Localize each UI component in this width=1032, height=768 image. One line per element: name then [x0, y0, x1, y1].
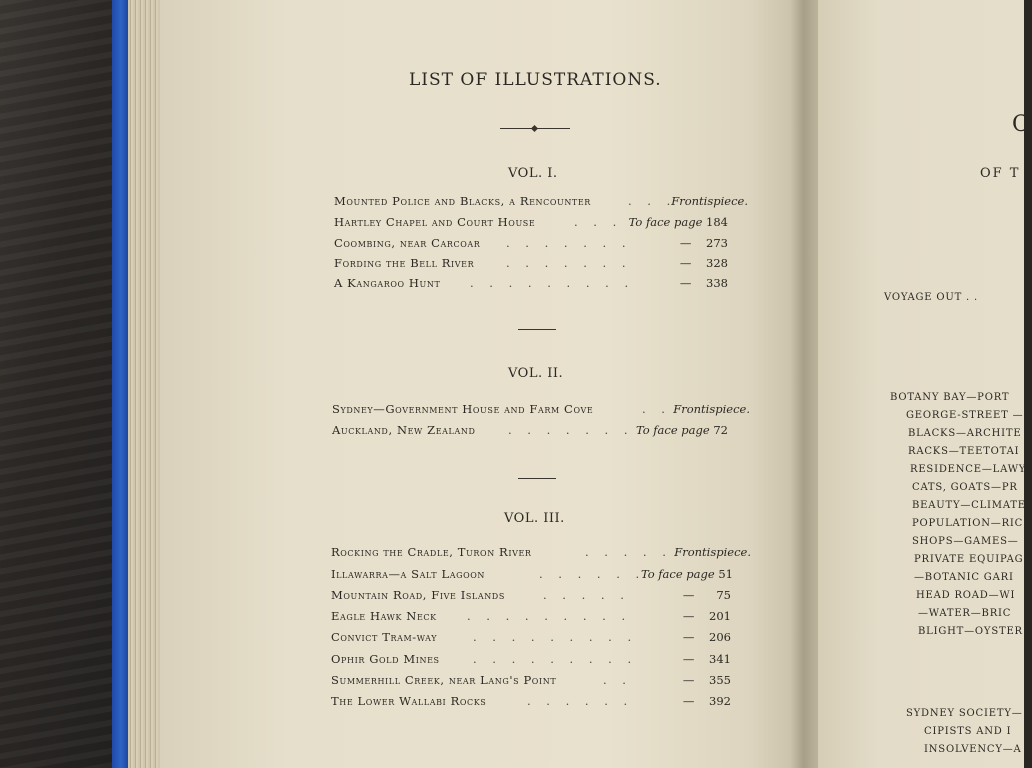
entry-ref: — [682, 609, 695, 623]
contents-line: BLIGHT—OYSTER [918, 626, 1023, 637]
contents-line: SYDNEY SOCIETY— [906, 708, 1023, 719]
contents-line: PRIVATE EQUIPAGE [914, 554, 1032, 565]
leader-dots: . . . . . . . . . [467, 609, 632, 623]
entry-ref: — [682, 630, 695, 644]
contents-line: SHOPS—GAMES— [912, 536, 1019, 547]
contents-line: BEAUTY—CLIMATE [912, 500, 1026, 511]
entry-title: Auckland, New Zealand [332, 423, 476, 437]
list-item [334, 256, 754, 274]
entry-page: 184 [706, 215, 728, 229]
leader-dots: . . . . . [585, 545, 672, 559]
entry-page: 75 [716, 588, 731, 602]
entry-title: Coombing, near Carcoar [334, 236, 481, 250]
list-item [331, 694, 751, 712]
entry-ref: To face page [635, 423, 710, 437]
entry-page: 392 [709, 694, 731, 708]
list-item [331, 673, 751, 691]
page-title: LIST OF ILLUSTRATIONS. [409, 70, 662, 90]
contents-line: RACKS—TEETOTAI [908, 446, 1020, 457]
contents-subheading: OF T [980, 166, 1021, 181]
table-surface [0, 0, 130, 768]
book-gutter [790, 0, 820, 768]
leader-dots: . . . . . . [527, 694, 634, 708]
entry-ref: — [679, 276, 692, 290]
list-item [331, 545, 751, 563]
list-item [331, 652, 751, 670]
entry-title: Mounted Police and Blacks, a Rencounter [334, 194, 591, 208]
contents-line: GEORGE-STREET — [906, 410, 1024, 421]
contents-line: RESIDENCE—LAWY [910, 464, 1027, 475]
contents-line: CIPISTS AND I [924, 726, 1012, 737]
list-item [334, 194, 754, 212]
entry-ref: Frontispiece. [674, 545, 751, 559]
contents-line: —BOTANIC GARI [914, 572, 1014, 583]
entry-ref: Frontispiece. [671, 194, 748, 208]
entry-ref: — [682, 673, 695, 687]
leader-dots: . . . . . . . [506, 236, 632, 250]
leader-dots: . . [603, 673, 632, 687]
entry-title: A Kangaroo Hunt [334, 276, 441, 290]
list-item [331, 588, 751, 606]
entry-title: Rocking the Cradle, Turon River [331, 545, 532, 559]
contents-line: BOTANY BAY—PORT [890, 392, 1010, 403]
entry-title: Ophir Gold Mines [331, 652, 440, 666]
leader-dots: . . . . . [543, 588, 630, 602]
entry-ref: — [679, 236, 692, 250]
list-item [334, 215, 754, 233]
vol-2-heading: VOL. II. [508, 366, 564, 381]
contents-line: CATS, GOATS—PR [912, 482, 1018, 493]
list-item [334, 236, 754, 254]
leader-dots: . . . [574, 215, 623, 229]
entry-page: 355 [709, 673, 731, 687]
leader-dots: . . . [628, 194, 677, 208]
list-item [331, 630, 751, 648]
list-item [331, 567, 751, 585]
right-page [818, 0, 1032, 768]
vol-1-heading: VOL. I. [508, 166, 558, 181]
entry-title: Mountain Road, Five Islands [331, 588, 505, 602]
leader-dots: . . . . . . . [506, 256, 632, 270]
contents-line: HEAD ROAD—WI [916, 590, 1016, 601]
entry-page: 51 [718, 567, 733, 581]
entry-title: Sydney—Government House and Farm Cove [332, 402, 594, 416]
leader-dots: . . . . . . . . . [470, 276, 635, 290]
entry-title: Eagle Hawk Neck [331, 609, 437, 623]
contents-line: BLACKS—ARCHITE [908, 428, 1022, 439]
entry-page: 338 [706, 276, 728, 290]
contents-line: INSOLVENCY—A [924, 744, 1022, 755]
contents-line: —WATER—BRIC [918, 608, 1012, 619]
entry-ref: — [682, 694, 695, 708]
leader-dots: . . [642, 402, 671, 416]
contents-line: POPULATION—RIC [912, 518, 1024, 529]
list-item [331, 609, 751, 627]
contents-heading: C [1012, 112, 1029, 137]
leader-dots: . . . . . . [539, 567, 646, 581]
entry-ref: To face page [628, 215, 703, 229]
vol-3-heading: VOL. III. [504, 511, 565, 526]
entry-title: Convict Tram-way [331, 630, 438, 644]
list-item [332, 423, 752, 441]
entry-ref: — [682, 652, 695, 666]
entry-title: Summerhill Creek, near Lang's Point [331, 673, 557, 687]
entry-title: The Lower Wallabi Rocks [331, 694, 487, 708]
entry-page: 201 [709, 609, 731, 623]
entry-ref: To face page [640, 567, 715, 581]
entry-page: 273 [706, 236, 728, 250]
entry-ref: — [679, 256, 692, 270]
list-item [334, 276, 754, 294]
list-item [332, 402, 752, 420]
leader-dots: . . . . . . . . . [473, 630, 638, 644]
entry-title: Fording the Bell River [334, 256, 475, 270]
entry-page: 328 [706, 256, 728, 270]
entry-page: 72 [713, 423, 728, 437]
leader-dots: . . . . . . . . . [473, 652, 638, 666]
entry-page: 206 [709, 630, 731, 644]
page-stack-edge [128, 0, 162, 768]
entry-page: 341 [709, 652, 731, 666]
entry-ref: Frontispiece. [673, 402, 750, 416]
leader-dots: . . . . . . . [508, 423, 634, 437]
contents-line: VOYAGE OUT . . [884, 292, 978, 303]
section-divider [518, 329, 556, 330]
title-ornament [500, 128, 570, 129]
section-divider [518, 478, 556, 479]
entry-title: Hartley Chapel and Court House [334, 215, 536, 229]
entry-title: Illawarra—a Salt Lagoon [331, 567, 486, 581]
entry-ref: — [682, 588, 695, 602]
